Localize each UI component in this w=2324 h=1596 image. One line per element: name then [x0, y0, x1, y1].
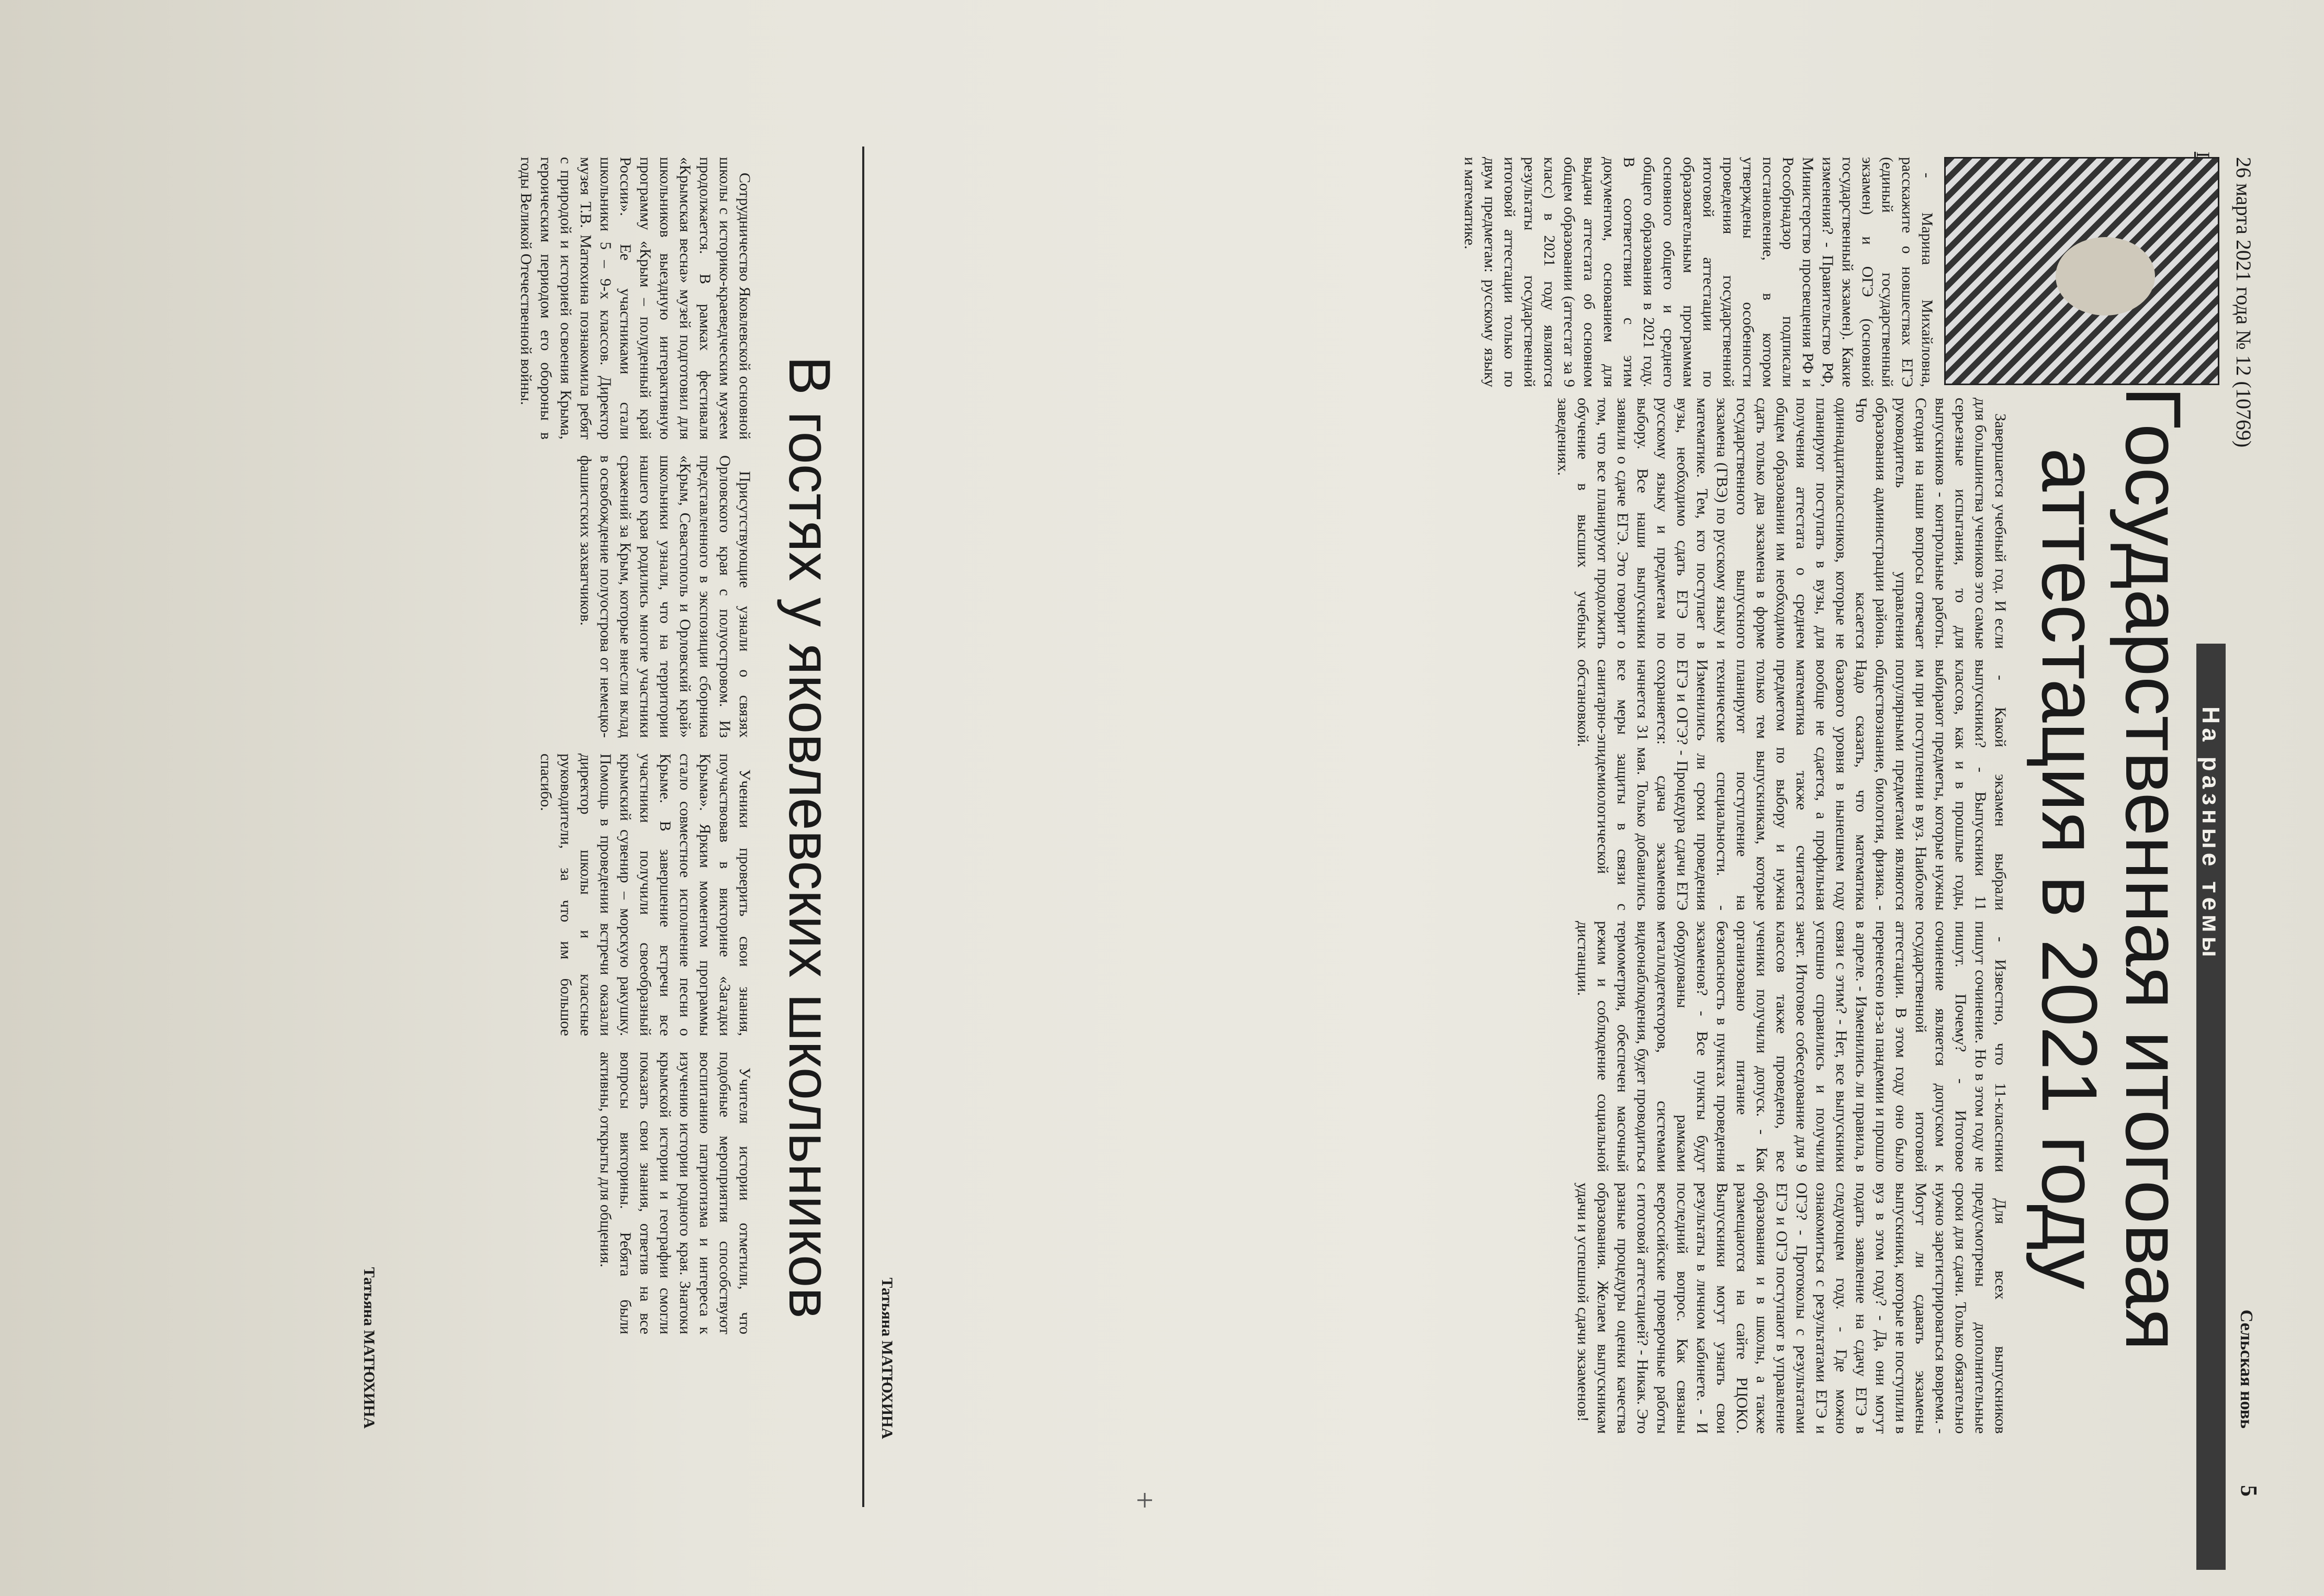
second-article-column-1: Сотрудничество Яковлевской основной школы с историко-краеведческим музеем продолжается. В рамках фестиваля «Крымская весна» музей подготовил для школьников выездную интерактивную программу «Крым – полуденный край России». Ее участниками стали школьники 5 – 9-х классов. Директор музея Т.В. Матюхина познакомила ребят с природой и историей освоения Крыма, героическим периодом его обороны в годы Великой Отечественной войны. [517, 157, 753, 440]
section-divider [862, 147, 864, 1507]
second-article-column-2: Присутствующие узнали о связях Орловского края с полуостровом. Из представленного в экспозиции сборника «Крым, Севастополь и Орловский край» школьники узнали, что на территории нашего края родились многие участники сражений за Крым, которые внесли вклад в освобождение полуострова от немецко-фашистских захватчиков. [577, 455, 753, 738]
article-signature: Татьяна МАТЮХИНА [878, 1277, 896, 1439]
second-article-column-4: Учителя истории отметили, что подобные мероприятия способствуют воспитанию патриотизма и интереса к изучению истории родного края. Знатоки крымской истории и географии смогли показать свои знания, ответив на все вопросы викторины. Ребята были активны, открыты для общения. [597, 1052, 753, 1334]
second-article-signature: Татьяна МАТЮХИНА [360, 1267, 378, 1429]
section-band: На разные темы [2196, 644, 2226, 1570]
interviewee-photo [1944, 157, 2219, 385]
article-headline-line2: аттестация в 2021 году [2026, 447, 2114, 1290]
issue-date: 26 марта 2021 года № 12 (10769) [2232, 157, 2255, 448]
article-column-1: - Марина Михайловна, расскажите о новшествах ЕГЭ (единый государственный экзамен) и ОГЭ (основной государственный экзамен). Какие изменения? - Правительство РФ, Министерство просвещения РФ и Рособрнадзор подписали постановление, в котором утверждены особенности проведения государственной итоговой аттестации по образовательным программам основного общего и среднего общего образования в 2021 году. В соответствии с этим документом, основанием для выдачи аттестата об основном общем образовании (аттестат за 9 класс) в 2021 году являются результаты государственной итоговой аттестации только по двум предметам: русскому языку и математике. [1461, 157, 1936, 387]
article-headline-line1: Государственная итоговая [2109, 386, 2197, 1351]
article-column-5: Для всех выпускников предусмотрены дополнительные сроки для сдачи. Только обязательно нужно зарегистрироваться вовремя. - Могут ли сдавать экзамены выпускники, которые не поступили в вуз в этом году? - Да, они могут подать заявление на сдачу ЕГЭ в следующем году. - Где можно ознакомиться с результатами ЕГЭ и ОГЭ? - Протоколы с результатами ЕГЭ и ОГЭ поступают в управление образования и в школы, а также размещаются на сайте РЦОКО. Выпускники могут узнать свои результаты в личном кабинете. - И последний вопрос. Как связаны всероссийские проверочные работы с итоговой аттестацией? - Никак. Это разные процедуры оценки качества образования. Желаем выпускникам удачи и успешной сдачи экзаменов! [1574, 1183, 2009, 1434]
page-number: 5 [2236, 1485, 2262, 1497]
newspaper-title: Сельская новь [2237, 1309, 2256, 1429]
portrait-face [2056, 237, 2155, 316]
second-article-headline: В гостях у яковлевских школьников [777, 356, 842, 1319]
article-column-3: - Какой экзамен выбрали выпускники? - Выпускники 11 классов, как и в прошлые годы, выбирают предметы, которые нужны им при поступлении в вуз. Наиболее популярными предметами являются обществознание, биология, физика. - Надо сказать, что математика базового уровня в нынешнем году вообще не сдается, а профильная математика также считается предметом по выбору и нужна только тем выпускникам, которые планируют поступление на технические специальности. - Изменились ли сроки проведения ЕГЭ и ОГЭ? - Процедура сдачи ЕГЭ сохраняется: сдача экзаменов начнется 31 мая. Только добавились все меры защиты в связи с санитарно-эпидемиологической обстановкой. [1574, 659, 2009, 911]
article-column-4: - Известно, что 11-классники пишут сочинение. Но в этом году не пишут. Почему? - Итоговое сочинение является допуском к государственной итоговой аттестации. В этом году оно было перенесено из-за пандемии и прошло в апреле. - Изменились ли правила, в связи с этим? - Нет, все выпускники успешно справились и получили зачет. Итоговое собеседование для 9 классов также проведено, все ученики получили допуск. - Как организовано питание и безопасность в пунктах проведения экзаменов? - Все пункты будут оборудованы рамками металлодетекторов, системами видеонаблюдения, будет проводиться термометрия, обеспечен масочный режим и соблюдение социальной дистанции. [1574, 921, 2009, 1172]
second-article-column-3: Ученики проверить свои знания, поучаствовав в викторине «Загадки Крыма». Ярким моментом программы стало совместное исполнение песни о Крыме. В завершение встречи все участники получили своеобразный крымский сувенир – морскую ракушку. Помощь в проведении встречи оказали директор школы и классные руководители, за что им большое спасибо. [537, 754, 753, 1036]
article-column-2: Завершается учебный год. И если для большинства учеников это самые серьезные испытания, то для выпускников - контрольные работы. Сегодня на наши вопросы отвечает руководитель управления образования администрации района. Что касается одиннадцатиклассников, которые не планируют поступать в вузы, для получения аттестата о среднем общем образовании им необходимо сдать только два экзамена в форме государственного выпускного экзамена (ГВЭ) по русскому языку и математике. Тем, кто поступает в вузы, необходимо сдать ЕГЭ по русскому языку и предметам по выбору. Все наши выпускники заявили о сдаче ЕГЭ. Это говорит о том, что все планируют продолжить обучение в высших учебных заведениях. [1554, 398, 2009, 649]
registration-mark-icon: + [1127, 1491, 1162, 1509]
